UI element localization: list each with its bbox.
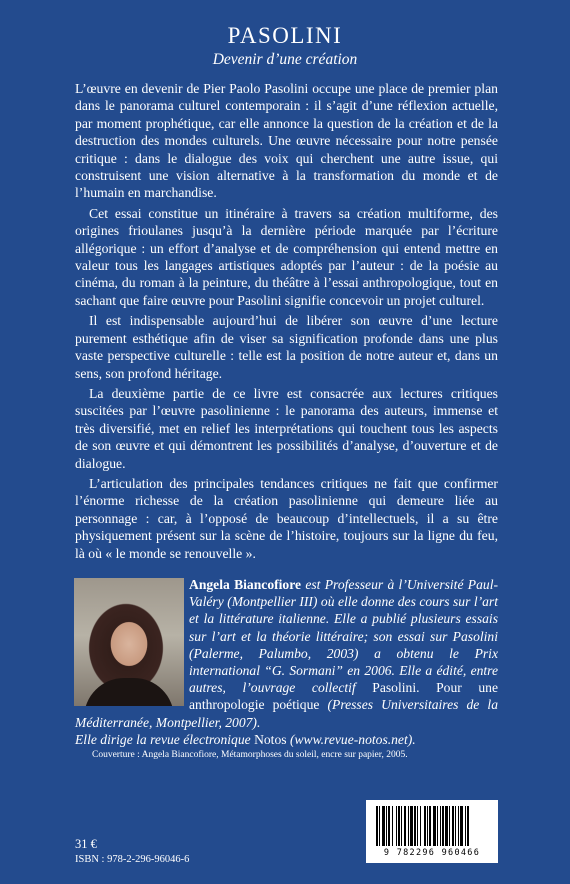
isbn: ISBN : 978-2-296-96046-6 — [75, 854, 190, 865]
bio-text: (www.revue-notos.net). — [286, 731, 416, 747]
barcode-bar — [376, 806, 378, 846]
cover-credit: Couverture : Angela Biancofiore, Métamorphoses du soleil, encre sur papier, 2005. — [92, 750, 408, 760]
barcode-bar — [388, 806, 390, 846]
barcode-bar — [417, 806, 418, 846]
barcode-bar — [398, 806, 400, 846]
barcode-bar — [465, 806, 466, 846]
barcode-bar — [437, 806, 438, 846]
blurb-paragraph: La deuxième partie de ce livre est consacrée aux lectures critiques suscitées par l’œuvre pasolinienne : le panorama des auteurs, immense et très diversifié, met en relief les interprétations qui touchent tous les aspects de son œuvre et qui démontrent les possibilités d’analyse, d’ouverture et de dialogue. — [75, 385, 498, 471]
barcode-bar — [408, 806, 409, 846]
barcode — [366, 800, 498, 863]
barcode-bar — [440, 806, 441, 846]
barcode-bar — [386, 806, 387, 846]
barcode-bar — [414, 806, 416, 846]
barcode-bar — [442, 806, 444, 846]
blurb-paragraph: L’œuvre en devenir de Pier Paolo Pasolini occupe une place de premier plan dans le panorama culturel contemporain : il s’agit d’une réflexion actuelle, par moment prophétique, car elle annonce la question de la création et de la destruction des mondes culturels. Une œuvre nécessaire pour notre pensée critique : dans le dialogue des voix qui cherchent une autre issue, qui construisent une vision alternative à la transformation du monde et de l’humain en marchandise. — [75, 81, 498, 201]
blurb-paragraph: Il est indispensable aujourd’hui de libérer son œuvre d’une lecture purement esthétique afin de viser sa signification profonde dans une plus vaste perspective culturelle : telle est la position de notre auteur et, dans un sens, son profond héritage. — [75, 313, 498, 381]
barcode-number: 9 782296 960466 — [383, 848, 481, 858]
barcode-bar — [458, 806, 459, 846]
author-name: Angela Biancofiore — [189, 577, 302, 592]
barcode-bar — [433, 806, 436, 846]
barcode-bars — [376, 806, 488, 848]
bio-text: (Presses Universitaires de la Méditerranée, Montpellier, 2007). — [75, 697, 498, 730]
barcode-bar — [382, 806, 385, 846]
blurb-paragraph: L’articulation des principales tendances critiques ne fait que confirmer l’énorme richesse de la création pasolinienne qui demeure liée au personnage : car, à l’opposé de beaucoup d’intellectuels, il a su être physiquement présent sur la scène de l’histoire, toujours sur la ligne du feu, là où « le monde se renouvelle ». — [75, 475, 498, 561]
barcode-bar — [449, 806, 450, 846]
bio-text: est Professeur à l’Université Paul-Valéry (Montpellier III) où elle donne des cours sur l’art et la littérature italienne. Elle a publié plusieurs essais sur l’art et la théorie littéraire; son essai sur Pasolini (Palerme, Palumbo, 2003) a obtenu le Prix international “G. Sormani” en 2006. Elle a édité, entre autres, l’ouvrage collectif — [189, 577, 498, 696]
author-bio — [75, 576, 498, 748]
book-subtitle: Devenir d’une création — [212, 51, 358, 68]
book-title: PASOLINI — [227, 23, 343, 48]
barcode-bar — [404, 806, 406, 846]
barcode-bar — [396, 806, 397, 846]
barcode-bar — [460, 806, 463, 846]
barcode-bar — [445, 806, 448, 846]
blurb-paragraph: Cet essai constitue un itinéraire à travers sa création multiforme, des origines frioulanes jusqu’à la dernière période marquée par l’écriture allégorique : un effort d’analyse et de compréhension qui entend mettre en valeur tous les langages artistiques adoptés par l’auteur : de la poésie au cinéma, du roman à la peinture, du théâtre à l’essai anthropologique, tout en sachant que faire œuvre pour Pasolini signifie concevoir un projet culturel. — [75, 205, 498, 308]
barcode-bar — [429, 806, 431, 846]
barcode-bar — [455, 806, 456, 846]
bio-text: Elle dirige la revue électronique — [75, 731, 255, 747]
barcode-bar — [467, 806, 469, 846]
price: 31 € — [75, 837, 97, 851]
barcode-bar — [420, 806, 421, 846]
barcode-bar — [379, 806, 380, 846]
bio-book-title: Pasolini. Pour une anthropologie poétique — [189, 680, 498, 713]
barcode-bar — [452, 806, 454, 846]
barcode-bar — [410, 806, 413, 846]
barcode-bar — [401, 806, 402, 846]
bio-review-name: Notos — [254, 731, 287, 747]
blurb — [75, 80, 498, 565]
barcode-bar — [392, 806, 393, 846]
barcode-bar — [427, 806, 428, 846]
barcode-bar — [424, 806, 426, 846]
